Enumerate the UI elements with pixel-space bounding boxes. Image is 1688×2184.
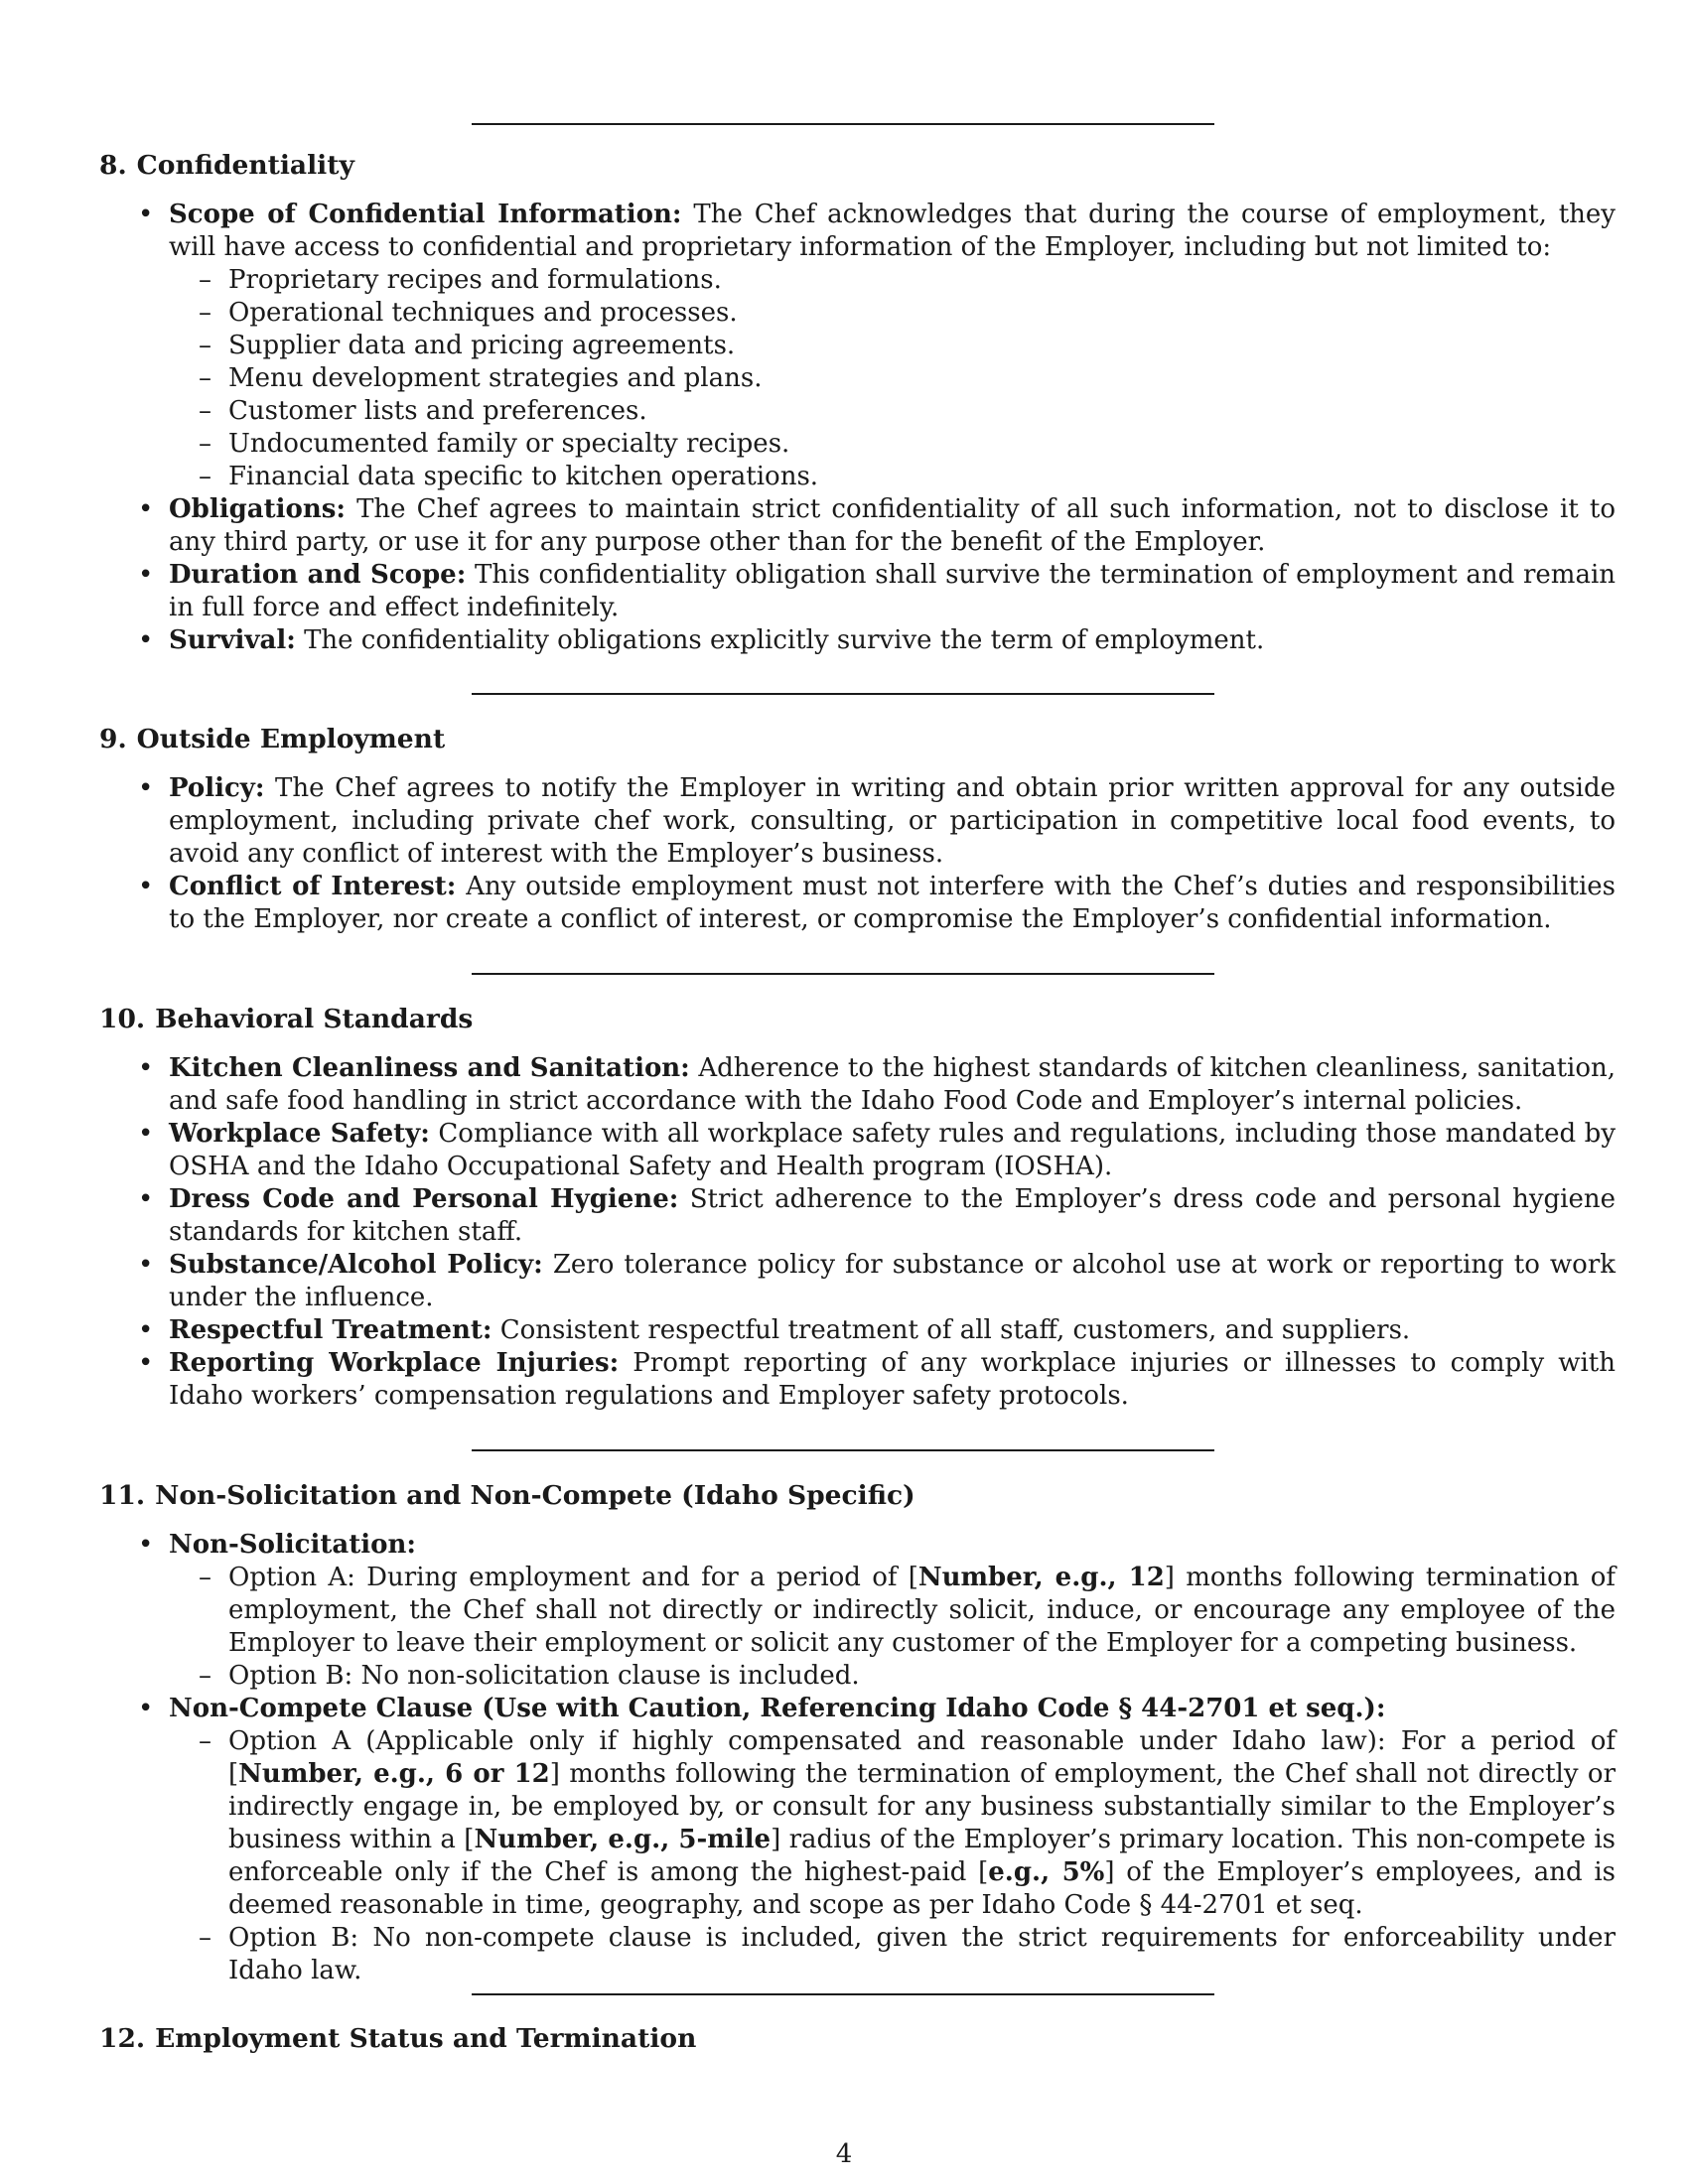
item-label: Obligations:: [169, 494, 346, 524]
list-item: [99, 559, 1616, 624]
section-divider: [472, 973, 1214, 975]
item-text: Zero tolerance policy for substance or alcohol use at work or reporting to work under the influence.: [169, 1250, 1617, 1312]
section-number: 12.: [99, 2023, 146, 2054]
section-divider: [472, 1993, 1214, 1995]
section-title: Non-Solicitation and Non-Compete (Idaho Specific): [155, 1480, 915, 1511]
option-text: ] of the Employer’s employees, and is deemed reasonable in time, geography, and scope as per Idaho Code § 44-2701 et seq.: [228, 1857, 1616, 1920]
sub-item: – Proprietary recipes and formulations.: [169, 264, 1616, 297]
section-title: Confidentiality: [136, 150, 354, 181]
section-title: Employment Status and Termination: [155, 2023, 697, 2054]
section-behavioral-standards: [99, 1003, 1617, 1413]
item-label: Workplace Safety:: [169, 1119, 430, 1149]
list-item: [99, 199, 1616, 493]
sub-list: [169, 1725, 1616, 1987]
option-text: Option A: During employment and for a period of [: [228, 1563, 918, 1592]
sub-list: [169, 1562, 1616, 1693]
item-text: The confidentiality obligations explicitly survive the term of employment.: [304, 625, 1265, 655]
bullet-list: [99, 199, 1617, 657]
section-outside-employment: [99, 723, 1617, 936]
sub-item: – Supplier data and pricing agreements.: [169, 330, 1616, 362]
sub-item: [169, 1660, 1616, 1693]
list-item: [99, 772, 1616, 871]
item-label: Duration and Scope:: [169, 560, 467, 590]
section-title: Behavioral Standards: [155, 1004, 474, 1034]
sub-item: – Operational techniques and processes.: [169, 297, 1616, 330]
list-item: [99, 1529, 1616, 1693]
section-divider: [472, 693, 1214, 695]
item-text: Adherence to the highest standards of kitchen cleanliness, sanitation, and safe food handling in strict accordance with the Idaho Food Code and Employer’s internal policies.: [169, 1053, 1617, 1116]
item-label: Reporting Workplace Injuries:: [169, 1348, 620, 1378]
bullet-list: [99, 772, 1617, 936]
sub-item: – Financial data specific to kitchen operations.: [169, 461, 1616, 493]
section-title: Outside Employment: [136, 724, 446, 754]
section-heading: [99, 2022, 1589, 2055]
item-label: Dress Code and Personal Hygiene:: [169, 1184, 679, 1214]
placeholder-text: e.g., 5%: [988, 1857, 1105, 1887]
item-text: The Chef agrees to notify the Employer in writing and obtain prior written approval for any outside employment, including private chef work, consulting, or participation in competitive local food events, to avoid any conflict of interest with the Employer’s business.: [169, 773, 1617, 869]
list-item: [99, 1314, 1616, 1347]
section-number: 11.: [99, 1480, 146, 1511]
item-text: Consistent respectful treatment of all staff, customers, and suppliers.: [499, 1315, 1411, 1345]
item-label: Conflict of Interest:: [169, 872, 457, 901]
section-heading: [99, 1003, 1589, 1035]
section-number: 8.: [99, 150, 127, 181]
option-text: Option B: No non-solicitation clause is included.: [228, 1661, 860, 1691]
item-label: Kitchen Cleanliness and Sanitation:: [169, 1053, 690, 1083]
list-item: [99, 493, 1616, 559]
item-label: Policy:: [169, 773, 265, 803]
sub-item: – Undocumented family or specialty recipes.: [169, 428, 1616, 461]
item-label: Survival:: [169, 625, 296, 655]
item-text: Any outside employment must not interfere with the Chef’s duties and responsibilities to the Employer, nor create a conflict of interest, or compromise the Employer’s confidential information.: [169, 872, 1616, 934]
item-text: This confidentiality obligation shall survive the termination of employment and remain in full force and effect indefinitely.: [169, 560, 1617, 622]
sub-item: [169, 1725, 1616, 1922]
option-text: Option A (Applicable only if highly compensated and reasonable under Idaho law): For a period of [: [228, 1726, 1616, 1789]
sub-list: [169, 264, 1616, 493]
section-number: 10.: [99, 1004, 146, 1034]
page-number: 4: [835, 2139, 853, 2169]
item-text: Strict adherence to the Employer’s dress code and personal hygiene standards for kitchen staff.: [169, 1184, 1616, 1247]
sub-item: – Menu development strategies and plans.: [169, 362, 1616, 395]
list-item: [99, 1249, 1616, 1314]
bullet-list: [99, 1052, 1617, 1413]
sub-item: [169, 1562, 1616, 1660]
item-label: Non-Compete Clause (Use with Caution, Referencing Idaho Code § 44-2701 et seq.):: [169, 1694, 1386, 1723]
section-non-solicitation: [99, 1479, 1617, 1987]
list-item: [99, 871, 1616, 936]
section-divider: [472, 123, 1214, 125]
list-item: [99, 1183, 1616, 1249]
section-heading: [99, 1479, 1589, 1512]
item-label: Respectful Treatment:: [169, 1315, 492, 1345]
bullet-list: [99, 1529, 1617, 1987]
option-text: ] months following termination of employment, the Chef shall not directly or indirectly solicit, induce, or encourage any employee of the Employer to leave their employment or solicit any customer of the Employer for a competing business.: [228, 1563, 1617, 1658]
item-text: The Chef agrees to maintain strict confidentiality of all such information, not to disclose it to any third party, or use it for any purpose other than for the benefit of the Employer.: [169, 494, 1616, 557]
section-number: 9.: [99, 724, 127, 754]
placeholder-text: Number, e.g., 12: [917, 1563, 1165, 1592]
placeholder-text: Number, e.g., 5-mile: [474, 1825, 772, 1854]
list-item: [99, 1118, 1616, 1183]
section-confidentiality: [99, 149, 1617, 657]
item-label: Non-Solicitation:: [169, 1530, 416, 1560]
item-text: Compliance with all workplace safety rules and regulations, including those mandated by OSHA and the Idaho Occupational Safety and Health program (IOSHA).: [169, 1119, 1617, 1181]
option-text: ] radius of the Employer’s primary location. This non-compete is enforceable only if the Chef is among the highest-paid [: [228, 1825, 1616, 1887]
section-heading: [99, 149, 1589, 182]
item-text: Prompt reporting of any workplace injuries or illnesses to comply with Idaho workers’ compensation regulations and Employer safety protocols.: [169, 1348, 1617, 1411]
sub-item: – Customer lists and preferences.: [169, 395, 1616, 428]
item-label: Scope of Confidential Information:: [169, 200, 682, 229]
list-item: [99, 1052, 1616, 1118]
item-text: The Chef acknowledges that during the course of employment, they will have access to confidential and proprietary information of the Employer, including but not limited to:: [169, 200, 1616, 262]
section-heading: [99, 723, 1589, 755]
list-item: [99, 624, 1616, 657]
section-employment-status: [99, 2022, 1589, 2055]
list-item: [99, 1347, 1616, 1413]
section-divider: [472, 1449, 1214, 1451]
sub-item: [169, 1922, 1616, 1987]
item-label: Substance/Alcohol Policy:: [169, 1250, 543, 1280]
list-item: [99, 1693, 1616, 1987]
placeholder-text: Number, e.g., 6 or 12: [238, 1759, 550, 1789]
option-text: ] months following the termination of employment, the Chef shall not directly or indirectly engage in, be employed by, or consult for any business substantially similar to the Employer’s business within a [: [228, 1759, 1616, 1854]
option-text: Option B: No non-compete clause is included, given the strict requirements for enforceability under Idaho law.: [228, 1923, 1616, 1985]
